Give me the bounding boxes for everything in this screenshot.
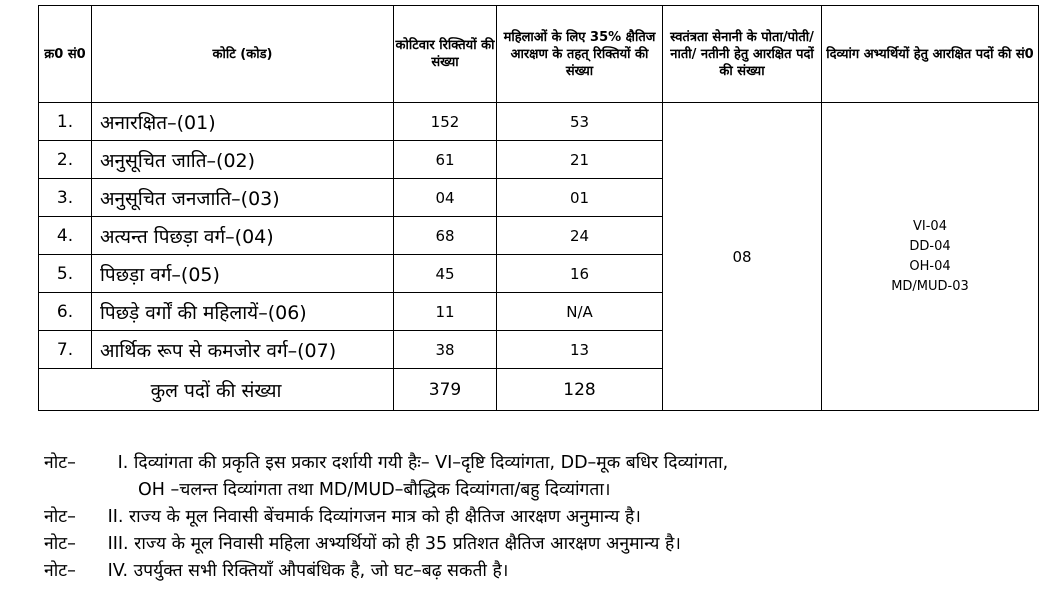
header-disabled: दिव्यांग अभ्यर्थियों हेतु आरक्षित पदों की सं0 <box>822 6 1039 103</box>
row-category: अत्यन्त पिछड़ा वर्ग–(04) <box>92 217 394 255</box>
row-women: 24 <box>497 217 663 255</box>
row-women: 01 <box>497 179 663 217</box>
total-label: कुल पदों की संख्या <box>39 369 394 411</box>
note-1-continuation: OH –चलन्त दिव्यांगता तथा MD/MUD–बौद्धिक दिव्यांगता/बहु दिव्यांगता। <box>138 480 611 500</box>
row-category: अनारक्षित–(01) <box>92 103 394 141</box>
header-serial: क्र0 सं0 <box>39 6 92 103</box>
disabled-oh: OH-04 <box>909 258 951 274</box>
row-serial: 2. <box>39 141 92 179</box>
total-vacancies: 379 <box>394 369 497 411</box>
total-women: 128 <box>497 369 663 411</box>
note-label: नोट– <box>44 561 76 581</box>
row-category: अनुसूचित जाति–(02) <box>92 141 394 179</box>
note-4 <box>44 558 1034 585</box>
row-vacancies: 04 <box>394 179 497 217</box>
freedom-fighter-total: 08 <box>663 103 822 411</box>
row-serial: 3. <box>39 179 92 217</box>
row-category: पिछड़े वर्गों की महिलायें–(06) <box>92 293 394 331</box>
note-3 <box>44 531 1034 558</box>
row-category: आर्थिक रूप से कमजोर वर्ग–(07) <box>92 331 394 369</box>
disabled-md: MD/MUD-03 <box>891 278 969 294</box>
row-serial: 6. <box>39 293 92 331</box>
note-text: IV. उपर्युक्त सभी रिक्तियाँ औपबंधिक है, जो घट–बढ़ सकती है। <box>107 561 509 581</box>
note-label: नोट– <box>44 453 76 473</box>
header-category: कोटि (कोड) <box>92 6 394 103</box>
row-category: अनुसूचित जनजाति–(03) <box>92 179 394 217</box>
row-category: पिछड़ा वर्ग–(05) <box>92 255 394 293</box>
note-2 <box>44 504 1034 531</box>
row-vacancies: 11 <box>394 293 497 331</box>
header-freedom-fighter: स्वतंत्रता सेनानी के पोता/पोती/नाती/ नतीनी हेतु आरक्षित पदों की संख्या <box>663 6 822 103</box>
header-vacancies: कोटिवार रिक्तियों की संख्या <box>394 6 497 103</box>
header-women-reservation: महिलाओं के लिए 35% क्षैतिज आरक्षण के तहत् रिक्तियों की संख्या <box>497 6 663 103</box>
disabled-vi: VI-04 <box>913 218 947 234</box>
note-1 <box>44 450 1034 477</box>
row-vacancies: 38 <box>394 331 497 369</box>
row-women: 53 <box>497 103 663 141</box>
note-text: II. राज्य के मूल निवासी बेंचमार्क दिव्यांगजन मात्र को ही क्षैतिज आरक्षण अनुमान्य है। <box>107 507 641 527</box>
note-label: नोट– <box>44 534 76 554</box>
row-vacancies: 45 <box>394 255 497 293</box>
row-vacancies: 61 <box>394 141 497 179</box>
row-women: 13 <box>497 331 663 369</box>
disabled-breakdown <box>822 103 1039 411</box>
note-text: I. दिव्यांगता की प्रकृति इस प्रकार दर्शायी गयी हैः– VI–दृष्टि दिव्यांगता, DD–मूक बधिर दिव्यांगता, <box>117 453 729 473</box>
row-serial: 1. <box>39 103 92 141</box>
table-row <box>39 103 1039 141</box>
note-label: नोट– <box>44 507 76 527</box>
header-row <box>39 6 1039 103</box>
row-women: N/A <box>497 293 663 331</box>
row-serial: 4. <box>39 217 92 255</box>
row-vacancies: 152 <box>394 103 497 141</box>
row-women: 16 <box>497 255 663 293</box>
disabled-dd: DD-04 <box>909 238 951 254</box>
row-women: 21 <box>497 141 663 179</box>
vacancy-table <box>38 5 1039 411</box>
row-serial: 5. <box>39 255 92 293</box>
row-vacancies: 68 <box>394 217 497 255</box>
note-text: III. राज्य के मूल निवासी महिला अभ्यर्थियों को ही 35 प्रतिशत क्षैतिज आरक्षण अनुमान्य है। <box>107 534 681 554</box>
notes-section <box>44 450 1034 585</box>
row-serial: 7. <box>39 331 92 369</box>
